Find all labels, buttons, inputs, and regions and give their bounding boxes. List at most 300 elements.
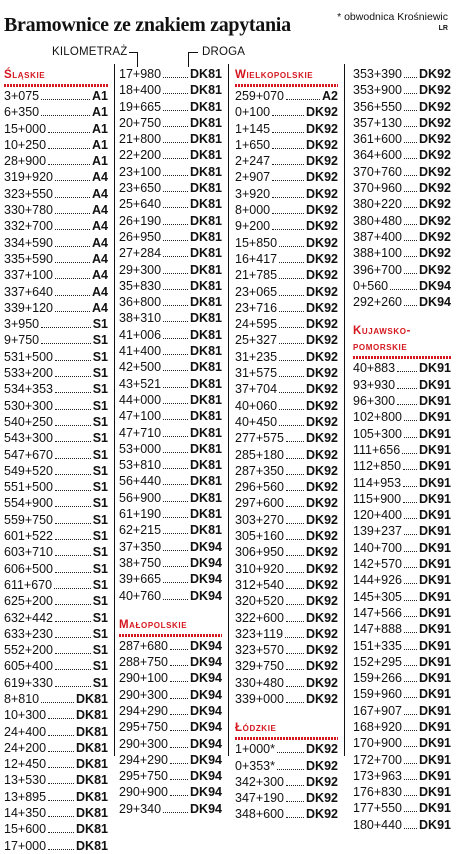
table-row (353, 784, 451, 800)
table-row (4, 284, 108, 300)
table-row (353, 115, 451, 131)
road-code: DK92 (306, 366, 338, 381)
table-row (119, 343, 222, 359)
leader-dots (404, 256, 417, 257)
kilometer-value: 40+060 (235, 398, 278, 413)
column-4 (353, 66, 451, 833)
leader-dots (279, 327, 304, 328)
kilometer-value: 31+235 (235, 349, 278, 364)
road-code: S1 (92, 496, 108, 511)
kilometer-value: 16+417 (235, 251, 278, 266)
leader-dots (404, 551, 417, 552)
table-row (119, 670, 222, 686)
leader-dots (404, 273, 417, 274)
table-row (4, 561, 108, 577)
kilometer-value: 543+300 (4, 431, 54, 446)
kilometer-value: 310+920 (235, 561, 285, 576)
region-heading: Wielkopolskie (235, 69, 314, 81)
kilometer-value: 168+920 (353, 719, 403, 734)
leader-dots (404, 567, 417, 568)
leader-dots (170, 747, 188, 748)
table-row (119, 441, 222, 457)
table-row (4, 381, 108, 397)
leader-dots (55, 474, 91, 475)
leader-dots (272, 197, 304, 198)
table-row (4, 805, 108, 821)
leader-dots (163, 224, 188, 225)
road-code: S1 (92, 610, 108, 625)
table-row (119, 768, 222, 784)
kilometer-value: 603+710 (4, 545, 54, 560)
road-code: DK92 (419, 164, 451, 179)
road-code: DK91 (419, 671, 451, 686)
road-code: DK94 (190, 703, 222, 718)
kilometer-value: 44+000 (119, 392, 162, 407)
road-code: DK94 (190, 736, 222, 751)
road-code: DK81 (190, 425, 222, 440)
kilometer-value: 17+000 (4, 838, 47, 853)
table-row (353, 475, 451, 491)
leader-dots (55, 441, 91, 442)
kilometer-value: 534+353 (4, 382, 54, 397)
kilometer-value: 39+665 (119, 572, 162, 587)
kilometer-value: 290+100 (119, 671, 169, 686)
road-code: DK81 (190, 458, 222, 473)
table-row (119, 310, 222, 326)
kilometer-value: 330+480 (235, 675, 285, 690)
road-code: DK92 (306, 447, 338, 462)
road-code: DK81 (190, 181, 222, 196)
road-code: DK91 (419, 687, 451, 702)
leader-dots (286, 621, 304, 622)
kilometer-value: 29+340 (119, 801, 162, 816)
road-code: DK92 (306, 349, 338, 364)
road-code: DK94 (190, 801, 222, 816)
table-row (4, 675, 108, 691)
leader-dots (55, 392, 91, 393)
table-row (4, 267, 108, 283)
leader-dots (286, 801, 304, 802)
table-row (4, 789, 108, 805)
road-code: S1 (92, 398, 108, 413)
region-heading: pomorskie (353, 341, 408, 354)
kilometer-value: 347+190 (235, 791, 285, 806)
road-code: DK92 (306, 791, 338, 806)
road-code: DK81 (190, 376, 222, 391)
road-code: DK81 (190, 83, 222, 98)
leader-dots (163, 533, 188, 534)
leader-dots (279, 311, 304, 312)
kilometer-value: 40+883 (353, 361, 396, 376)
leader-dots (55, 425, 91, 426)
kilometer-value: 290+900 (119, 785, 169, 800)
leader-dots (404, 795, 417, 796)
road-code: DK81 (190, 344, 222, 359)
kilometer-value: 330+780 (4, 203, 54, 218)
leader-dots (163, 370, 188, 371)
table-row (353, 719, 451, 735)
kilometer-value: 303+270 (235, 512, 285, 527)
table-row (353, 621, 451, 637)
road-code: DK92 (306, 463, 338, 478)
leader-dots (55, 409, 91, 410)
table-row (353, 458, 451, 474)
road-code: DK92 (306, 105, 338, 120)
road-code: DK94 (190, 655, 222, 670)
kilometer-value: 2+907 (235, 170, 271, 185)
road-code: DK81 (76, 691, 108, 706)
table-row (119, 522, 222, 538)
leader-dots (404, 437, 417, 438)
road-code: DK91 (419, 459, 451, 474)
road-code: DK94 (190, 769, 222, 784)
leader-dots (55, 246, 90, 247)
leader-dots (404, 616, 417, 617)
table-row (119, 752, 222, 768)
table-row (119, 457, 222, 473)
kilometer-value: 533+200 (4, 366, 54, 381)
leader-dots (170, 730, 188, 731)
kilometer-value: 632+442 (4, 610, 54, 625)
road-code: DK94 (190, 671, 222, 686)
road-code: DK91 (419, 475, 451, 490)
road-code: DK92 (419, 262, 451, 277)
kilometer-value: 554+900 (4, 496, 54, 511)
table-row (4, 463, 108, 479)
road-code: DK91 (419, 703, 451, 718)
kilometer-value: 170+900 (353, 736, 403, 751)
kilometer-value: 606+500 (4, 561, 54, 576)
road-code: S1 (92, 561, 108, 576)
road-code: DK92 (306, 626, 338, 641)
table-row (119, 588, 222, 604)
leader-dots (48, 767, 74, 768)
section-spacer (353, 310, 451, 322)
road-code: DK91 (419, 557, 451, 572)
table-row (4, 218, 108, 234)
leader-dots (55, 180, 90, 181)
leader-dots (404, 714, 417, 715)
leader-dots (163, 403, 188, 404)
table-row (353, 196, 451, 212)
leader-dots (163, 517, 188, 518)
table-row (235, 153, 338, 169)
kilometer-value: 323+550 (4, 186, 54, 201)
leader-dots (170, 698, 188, 699)
kilometer-value: 357+130 (353, 115, 403, 130)
kilometer-value: 13+530 (4, 773, 47, 788)
table-row (119, 115, 222, 131)
leader-dots (286, 588, 304, 589)
table-row (119, 408, 222, 424)
leader-dots (163, 240, 188, 241)
leader-dots (55, 572, 91, 573)
leader-dots (163, 501, 188, 502)
road-code: DK81 (190, 262, 222, 277)
leader-dots (272, 213, 304, 214)
leader-dots (163, 126, 188, 127)
table-row (4, 495, 108, 511)
table-row (353, 638, 451, 654)
leader-dots (41, 99, 90, 100)
leader-dots (286, 817, 304, 818)
road-code: DK92 (419, 181, 451, 196)
region-rule (235, 84, 338, 87)
table-row (4, 137, 108, 153)
road-code: A1 (92, 137, 108, 152)
kilometer-value: 53+000 (119, 441, 162, 456)
kilometer-value: 3+950 (4, 317, 40, 332)
road-code: A1 (92, 89, 108, 103)
leader-dots (163, 419, 188, 420)
leader-dots (404, 240, 417, 241)
kilometer-value: 24+200 (4, 740, 47, 755)
road-code: DK92 (306, 807, 338, 822)
kilometer-value: 29+300 (119, 262, 162, 277)
table-row (119, 473, 222, 489)
road-code: DK92 (306, 300, 338, 315)
kilometer-value: 1+145 (235, 121, 271, 136)
kilometer-value: 10+300 (4, 708, 47, 723)
leader-dots (55, 669, 91, 670)
road-code: DK92 (306, 594, 338, 609)
kilometer-value: 295+750 (119, 720, 169, 735)
table-row (119, 376, 222, 392)
table-row (235, 430, 338, 446)
kilometer-value: 177+550 (353, 801, 403, 816)
table-row (4, 349, 108, 365)
leader-dots (48, 832, 74, 833)
leader-dots (286, 604, 304, 605)
kilometer-value: 0+100 (235, 105, 271, 120)
table-row (235, 186, 338, 202)
leader-dots (286, 653, 304, 654)
leader-dots (286, 523, 304, 524)
leader-dots (404, 811, 417, 812)
road-code: A1 (92, 121, 108, 136)
kilometer-value: 23+065 (235, 284, 278, 299)
region-heading: Małopolskie (119, 618, 188, 631)
leader-dots (404, 779, 417, 780)
kilometer-value: 6+350 (4, 105, 40, 120)
kilometer-value: 120+400 (353, 508, 403, 523)
kilometer-value: 37+350 (119, 539, 162, 554)
kilometer-value: 339+000 (235, 691, 285, 706)
table-row (353, 278, 451, 294)
kilometer-value: 334+590 (4, 235, 54, 250)
table-row (235, 332, 338, 348)
road-code: A4 (92, 219, 108, 234)
leader-dots (163, 468, 188, 469)
kilometer-value: 25+327 (235, 333, 278, 348)
road-code: S1 (92, 431, 108, 446)
table-row (4, 512, 108, 528)
leader-dots (170, 763, 188, 764)
road-code: DK92 (306, 512, 338, 527)
leader-dots (163, 207, 188, 208)
table-row (119, 196, 222, 212)
leader-dots (55, 295, 90, 296)
kilometer-value: 9+200 (235, 219, 271, 234)
region-heading: Śląskie (4, 69, 46, 81)
table-row (353, 670, 451, 686)
table-row (235, 577, 338, 593)
road-code: DK92 (306, 284, 338, 299)
table-row (235, 284, 338, 300)
road-code: S1 (92, 675, 108, 690)
leader-dots (404, 730, 417, 731)
table-row (235, 675, 338, 691)
table-row (235, 658, 338, 674)
region-rule (235, 737, 338, 740)
leader-dots (277, 769, 304, 770)
table-row (235, 626, 338, 642)
leader-dots (55, 311, 90, 312)
kilometer-value: 323+570 (235, 643, 285, 658)
table-row (235, 202, 338, 218)
leader-dots (163, 289, 188, 290)
kilometer-value: 10+250 (4, 137, 47, 152)
road-code: S1 (92, 659, 108, 674)
table-row (4, 414, 108, 430)
kilometer-value: 547+670 (4, 447, 54, 462)
kilometer-value: 552+200 (4, 643, 54, 658)
leader-dots (404, 142, 417, 143)
kilometer-value: 159+266 (353, 671, 403, 686)
road-code: S1 (92, 512, 108, 527)
table-row (235, 806, 338, 822)
kilometer-value: 173+963 (353, 768, 403, 783)
kilometer-value: 35+830 (119, 278, 162, 293)
kilometer-value: 8+000 (235, 203, 271, 218)
kilometer-value: 2+247 (235, 154, 271, 169)
leader-dots (404, 77, 417, 78)
leader-dots (286, 474, 304, 475)
road-code: DK91 (419, 410, 451, 425)
road-label-bracket (188, 52, 198, 67)
table-row (4, 626, 108, 642)
road-code: A4 (92, 268, 108, 283)
kilometer-value: 114+953 (353, 475, 402, 490)
table-row (119, 490, 222, 506)
kilometer-value: 0+353* (235, 758, 275, 773)
table-row (4, 447, 108, 463)
kilometer-value: 287+680 (119, 638, 169, 653)
road-code: A4 (92, 186, 108, 201)
leader-dots (170, 779, 188, 780)
leader-dots (404, 828, 417, 829)
table-row (353, 360, 451, 376)
table-row (119, 555, 222, 571)
table-row (353, 703, 451, 719)
leader-dots (286, 99, 320, 100)
table-row (235, 218, 338, 234)
road-code: A4 (92, 235, 108, 250)
road-code: DK81 (190, 295, 222, 310)
leader-dots (285, 637, 304, 638)
table-row (235, 251, 338, 267)
kilometer-value: 342+300 (235, 774, 285, 789)
kilometer-value: 167+907 (353, 703, 403, 718)
road-code: DK92 (306, 203, 338, 218)
table-row (353, 556, 451, 572)
road-code: DK81 (76, 773, 108, 788)
leader-dots (272, 180, 304, 181)
road-code: DK81 (190, 229, 222, 244)
road-code: DK94 (190, 555, 222, 570)
kilometer-value: 3+075 (4, 89, 40, 103)
road-code: DK81 (190, 392, 222, 407)
leader-dots (48, 718, 74, 719)
table-row (353, 491, 451, 507)
kilometer-value: 387+400 (353, 229, 403, 244)
leader-dots (41, 702, 74, 703)
kilometer-value: 21+800 (119, 132, 162, 147)
table-row (353, 164, 451, 180)
table-row (119, 82, 222, 98)
kilometer-value: 551+500 (4, 480, 54, 495)
road-code: DK91 (419, 752, 451, 767)
road-code: DK91 (419, 377, 451, 392)
kilometer-value: 290+300 (119, 687, 169, 702)
table-row (235, 414, 338, 430)
kilometer-value: 294+290 (119, 703, 169, 718)
road-code: DK92 (306, 170, 338, 185)
table-row (119, 359, 222, 375)
leader-dots (286, 441, 304, 442)
road-code: DK92 (306, 268, 338, 283)
road-code: DK91 (419, 508, 451, 523)
kilometer-value: 41+400 (119, 344, 162, 359)
kilometer-value: 172+700 (353, 752, 403, 767)
leader-dots (41, 115, 90, 116)
leader-dots (272, 132, 304, 133)
kilometer-value: 42+500 (119, 360, 162, 375)
road-code: DK91 (419, 589, 451, 604)
leader-dots (55, 197, 90, 198)
kilometer-value: 15+000 (4, 121, 47, 136)
table-row (353, 507, 451, 523)
kilometer-value: 147+566 (353, 605, 403, 620)
table-row (235, 235, 338, 251)
leader-dots (48, 800, 74, 801)
road-code: A4 (92, 170, 108, 185)
kilometer-value: 332+700 (4, 219, 54, 234)
table-row (119, 147, 222, 163)
leader-dots (279, 295, 304, 296)
leader-dots (286, 555, 304, 556)
kilometer-value: 388+100 (353, 246, 403, 261)
leader-dots (404, 518, 417, 519)
leader-dots (163, 77, 188, 78)
table-row (235, 774, 338, 790)
kilometer-value: 139+237 (353, 524, 403, 539)
table-row (119, 703, 222, 719)
kilometer-value: 27+284 (119, 246, 162, 261)
leader-dots (170, 681, 188, 682)
road-code: DK92 (306, 414, 338, 429)
road-code: S1 (92, 529, 108, 544)
table-row (235, 479, 338, 495)
road-code: DK81 (190, 409, 222, 424)
leader-dots (277, 752, 304, 753)
table-row (119, 245, 222, 261)
road-code: DK81 (76, 806, 108, 821)
kilometer-value: 530+300 (4, 398, 54, 413)
table-row (353, 99, 451, 115)
road-code: DK92 (306, 545, 338, 560)
leader-dots (41, 343, 91, 344)
